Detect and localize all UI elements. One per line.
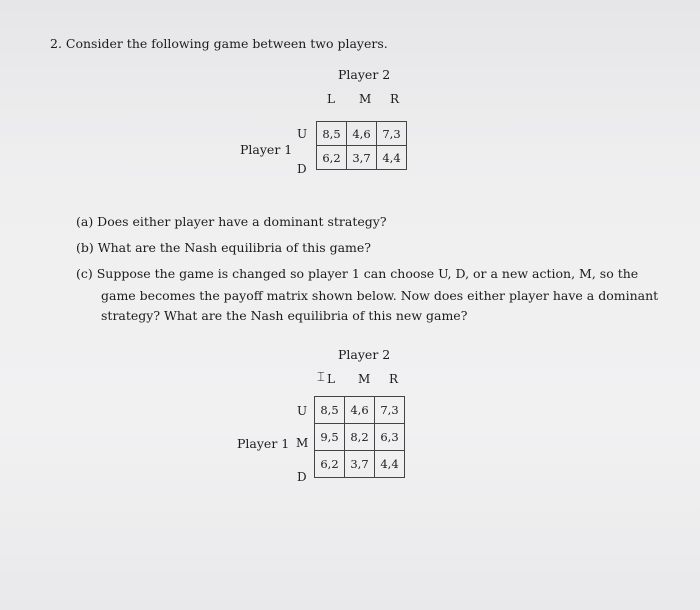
payoff-cell: 8,2 [345,424,375,451]
payoff-cell: 4,4 [377,146,407,170]
game2-player2-label: Player 2 [338,347,391,362]
payoff-cell: 6,2 [315,451,345,478]
game1-row-label-d: D [297,162,307,176]
table-row [315,397,405,424]
table-row [317,146,407,170]
game2-col-label-r: R [389,372,399,386]
game1-col-label-r: R [390,92,400,106]
game1-player2-label: Player 2 [338,67,391,82]
question-b: (b) What are the Nash equilibria of this game? [76,240,371,255]
game1-col-label-m: M [359,92,372,106]
game1-payoff-matrix [316,121,407,170]
payoff-cell: 6,3 [375,424,405,451]
payoff-cell: 3,7 [345,451,375,478]
table-row [315,424,405,451]
problem-intro: 2. Consider the following game between two players. [50,36,388,51]
game1-col-label-l: L [327,92,335,106]
question-a: (a) Does either player have a dominant strategy? [76,214,387,229]
payoff-cell: 7,3 [375,397,405,424]
game2-player1-label: Player 1 [237,436,290,451]
payoff-cell: 4,6 [345,397,375,424]
question-c-line2: game becomes the payoff matrix shown below. Now does either player have a dominant [101,288,659,303]
payoff-cell: 3,7 [347,146,377,170]
game1-row-label-u: U [297,127,308,141]
game2-col-label-l: L [327,372,335,386]
game2-row-label-d: D [297,470,307,484]
game2-row-label-m: M [296,436,309,450]
table-row [317,122,407,146]
question-c-line3: strategy? What are the Nash equilibria of this new game? [101,308,468,323]
payoff-cell: 6,2 [317,146,347,170]
game1-player1-label: Player 1 [240,142,293,157]
payoff-cell: 7,3 [377,122,407,146]
table-row [315,451,405,478]
payoff-cell: 4,6 [347,122,377,146]
text-cursor-icon: ⌶ [317,370,325,385]
game2-col-label-m: M [358,372,371,386]
game2-row-label-u: U [297,404,308,418]
game2-payoff-matrix [314,396,405,478]
payoff-cell: 8,5 [317,122,347,146]
payoff-cell: 9,5 [315,424,345,451]
question-c-line1: (c) Suppose the game is changed so player 1 can choose U, D, or a new action, M, so the [76,266,639,281]
payoff-cell: 8,5 [315,397,345,424]
payoff-cell: 4,4 [375,451,405,478]
